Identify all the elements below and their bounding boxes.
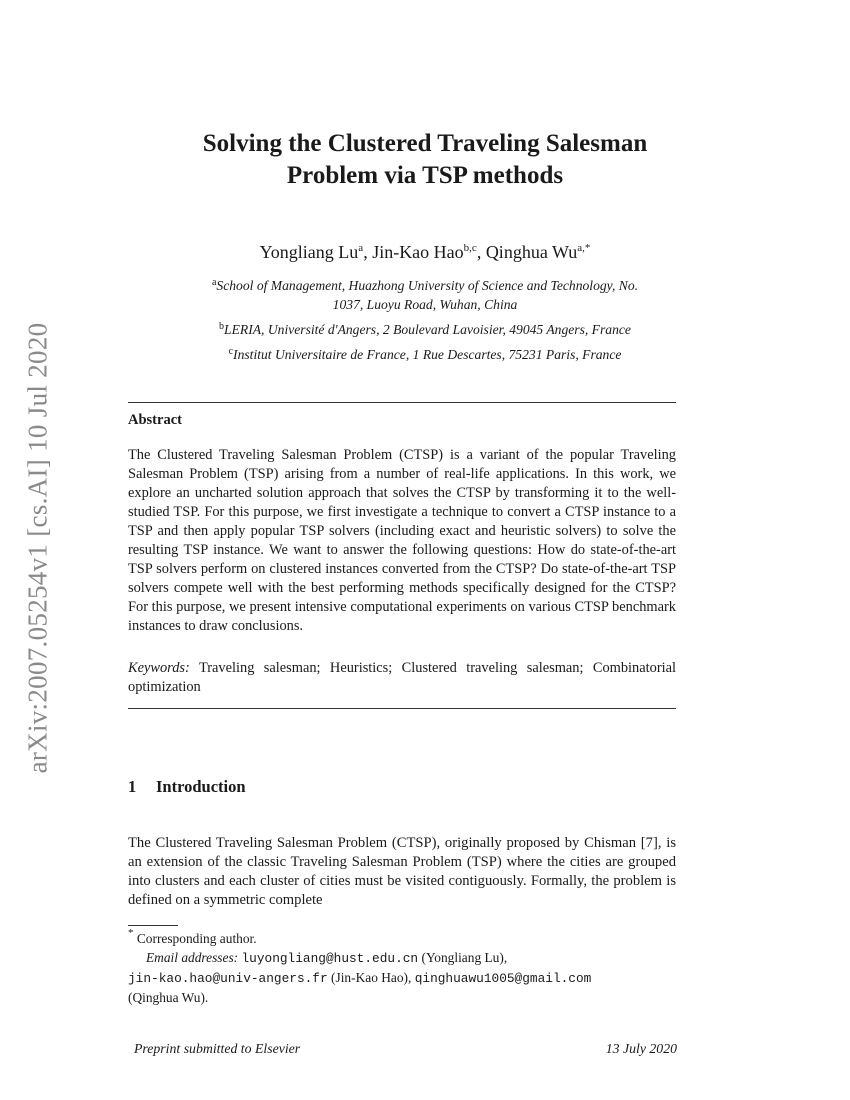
author-affiliation-mark: b,c xyxy=(463,242,477,254)
affiliation-text: Institut Universitaire de France, 1 Rue Descartes, 75231 Paris, France xyxy=(233,347,622,362)
email-link-wu[interactable]: qinghuawu1005@gmail.com xyxy=(414,971,592,986)
author-name: Jin-Kao Hao xyxy=(372,242,464,262)
footnote-corresponding xyxy=(128,929,676,948)
footer-date: 13 July 2020 xyxy=(605,1041,677,1056)
affiliation-mark: c xyxy=(228,346,234,357)
abstract-heading: Abstract xyxy=(128,412,182,428)
affiliation-mark: a xyxy=(211,277,217,288)
footnote-star: * xyxy=(128,927,134,939)
footer-preprint: Preprint submitted to Elsevier xyxy=(134,1041,301,1056)
affiliation-text: 1037, Luoyu Road, Wuhan, China xyxy=(332,297,518,312)
author-list: Yongliang Lu$^a$, Jin-Kao Hao$^{b,c}$, Qinghua $Wu^{a,*}$ xyxy=(259,242,591,262)
abstract-bottom-rule xyxy=(128,708,676,709)
affiliation-a xyxy=(120,276,730,314)
abstract-text: The Clustered Traveling Salesman Problem (CTSP) is a variant of the popular Traveling Salesman Problem (TSP) arising from a number of real-life applications. In this work, we explore an uncharted solution approach that solves the CTSP by transforming it to the well-studied TSP. For this purpose, we first investigate a technique to convert a CTSP instance to a TSP and then apply popular TSP solvers (including exact and heuristic solvers) to solve the resulting TSP instance. We want to answer the following questions: How do state-of-the-art TSP solvers perform on clustered instances converted from the CTSP? Do state-of-the-art TSP solvers compete well with the best performing methods specifically designed for the CTSP? For this purpose, we present intensive computational experiments on various CTSP benchmark instances to draw conclusions. xyxy=(128,447,676,634)
email-owner-wu: (Qinghua Wu). xyxy=(128,990,209,1005)
section-title: Introduction xyxy=(156,777,246,796)
affiliation-b xyxy=(120,320,730,339)
footnote-emails xyxy=(128,948,676,968)
email-link-lu[interactable]: luyongliang@hust.edu.cn xyxy=(241,951,419,966)
corresponding-author-text: Corresponding author. xyxy=(136,931,257,946)
keywords xyxy=(128,659,676,697)
title-line-1: Solving the Clustered Traveling Salesman xyxy=(202,130,648,157)
keywords-text: Traveling salesman; Heuristics; Clustered traveling salesman; Combinatorial optimization xyxy=(128,660,677,695)
email-owner-hao: (Jin-Kao Hao), xyxy=(331,970,412,985)
abstract-top-rule xyxy=(128,402,676,403)
arxiv-identifier-text: arXiv:2007.05254v1 [cs.AI] 10 Jul 2020 xyxy=(22,322,53,774)
author-affiliation-mark: a xyxy=(358,242,364,254)
email-label: Email addresses: xyxy=(146,950,239,965)
paper-title xyxy=(100,128,750,192)
keywords-label: Keywords: xyxy=(128,660,190,676)
affiliation-text: School of Management, Huazhong University of Science and Technology, No. xyxy=(216,278,639,293)
intro-paragraph: The Clustered Traveling Salesman Problem (CTSP), originally proposed by Chisman [7], is an extension of the classic Traveling Salesman Problem (TSP) where the cities are grouped into clusters and each cluster of cities must be visited contiguously. Formally, the problem is defined on a symmetric complete xyxy=(128,835,676,908)
affiliation-text: LERIA, Université d'Angers, 2 Boulevard Lavoisier, 49045 Angers, France xyxy=(224,322,631,337)
author-name: Qinghua Wu xyxy=(485,242,578,262)
footnote-rule xyxy=(128,925,178,926)
section-heading xyxy=(128,777,246,797)
title-line-2: Problem via TSP methods xyxy=(286,162,564,189)
affiliation-c xyxy=(120,345,730,364)
email-owner-lu: (Yongliang Lu), xyxy=(421,950,508,965)
author-name: Yongliang Lu xyxy=(259,242,359,262)
footnote-emails-line3 xyxy=(128,988,676,1007)
affiliation-mark: b xyxy=(219,321,225,332)
footnote xyxy=(128,929,676,1007)
email-link-hao[interactable]: jin-kao.hao@univ-angers.fr xyxy=(128,971,328,986)
section-number: 1 xyxy=(128,777,137,796)
footnote-emails-line2 xyxy=(128,968,676,988)
author-affiliation-mark: a,* xyxy=(577,242,591,254)
